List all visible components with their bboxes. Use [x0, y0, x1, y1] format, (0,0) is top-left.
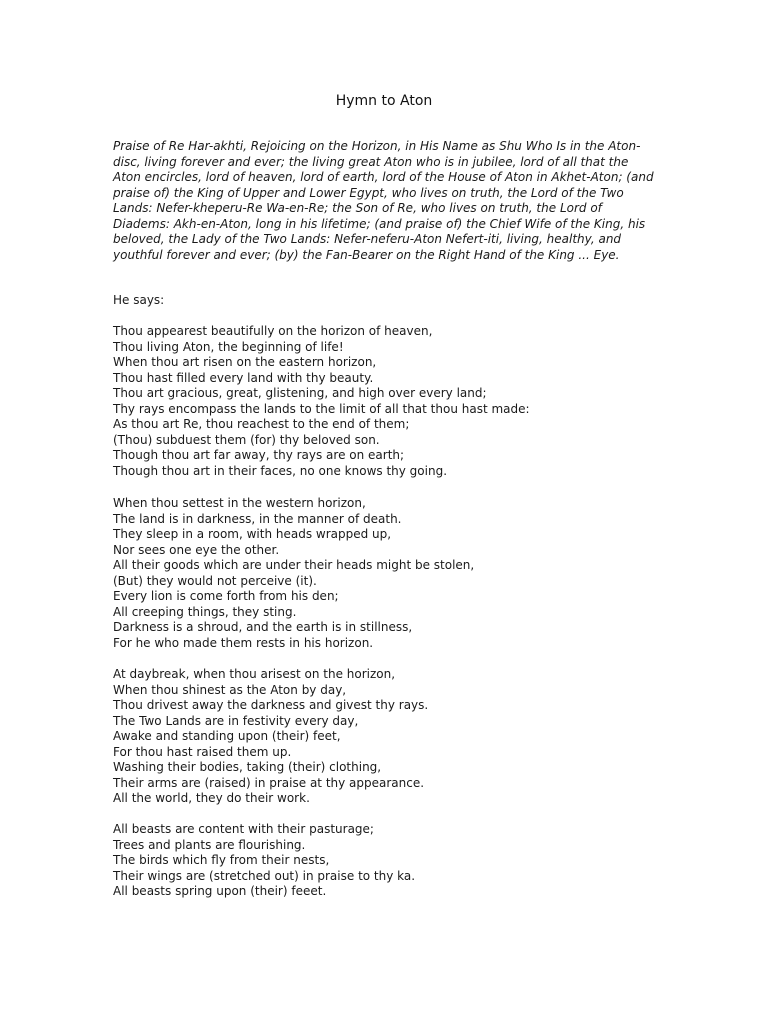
stanza-4 — [113, 822, 673, 900]
verse-line: Thou hast filled every land with thy beauty. — [113, 370, 374, 385]
stanza-1 — [113, 324, 673, 479]
verse-line: The birds which fly from their nests, — [113, 853, 330, 867]
verse-line: The land is in darkness, in the manner of death. — [113, 511, 402, 526]
stanza-3 — [113, 667, 673, 807]
verse-line: Thou living Aton, the beginning of life! — [113, 339, 344, 354]
verse-line: Trees and plants are flourishing. — [113, 837, 306, 852]
verse-line: All the world, they do their work. — [113, 791, 310, 805]
verse-line: Awake and standing upon (their) feet, — [113, 729, 341, 743]
verse-line: Their wings are (stretched out) in praise to thy ka. — [113, 868, 416, 883]
verse-line: (Thou) subduest them (for) thy beloved son. — [113, 432, 380, 447]
verse-line: Darkness is a shroud, and the earth is in stillness, — [113, 620, 413, 634]
verse-line: Thou drivest away the darkness and givest thy rays. — [113, 698, 429, 712]
verse-line: Nor sees one eye the other. — [113, 542, 280, 557]
verse-line: All their goods which are under their heads might be stolen, — [113, 558, 475, 572]
document-title: Hymn to Aton — [335, 93, 433, 109]
verse-line: When thou shinest as the Aton by day, — [113, 682, 347, 697]
verse-line: All beasts are content with their pasturage; — [113, 822, 374, 836]
verse-line: All beasts spring upon (their) feeet. — [113, 884, 327, 898]
stanza-2 — [113, 496, 673, 651]
verse-line: Washing their bodies, taking (their) clothing, — [113, 760, 382, 774]
verse-line: When thou settest in the western horizon, — [113, 496, 366, 510]
verse-line: They sleep in a room, with heads wrapped up, — [113, 527, 392, 541]
verse-line: As thou art Re, thou reachest to the end of them; — [113, 417, 410, 431]
verse-line: Every lion is come forth from his den; — [113, 589, 339, 603]
he-says-line: He says: — [113, 293, 165, 307]
verse-line: For thou hast raised them up. — [113, 744, 292, 759]
verse-line: At daybreak, when thou arisest on the horizon, — [113, 667, 396, 681]
verse-line: For he who made them rests in his horizon. — [113, 635, 374, 650]
verse-line: The Two Lands are in festivity every day, — [113, 713, 359, 728]
verse-line: Thou appearest beautifully on the horizon of heaven, — [113, 324, 433, 338]
verse-line: All creeping things, they sting. — [113, 604, 297, 619]
intro-paragraph: Praise of Re Har-akhti, Rejoicing on the Horizon, in His Name as Shu Who Is in the Aton-disc, living forever and ever; the living great Aton who is in jubilee, lord of all that the Aton encircles, lord of heaven, lord of earth, lord of the House of Aton in Akhet-Aton; (and praise of) the King of Upper and Lower Egypt, who lives on truth, the Lord of the Two Lands: Nefer-kheperu-Re Wa-en-Re; the Son of Re, who lives on truth, the Lord of Diadems: Akh-en-Aton, long in his lifetime; (and praise of) the Chief Wife of the King, his beloved, the Lady of the Two Lands: Nefer-neferu-Aton Nefert-iti, living, healthy, and youthful forever and ever; (by) the Fan-Bearer on the Right Hand of the King ... Eye. — [113, 139, 654, 262]
verse-line: (But) they would not perceive (it). — [113, 573, 317, 588]
verse-line: Thou art gracious, great, glistening, and high over every land; — [113, 386, 487, 400]
verse-line: Their arms are (raised) in praise at thy appearance. — [113, 775, 425, 790]
verse-line: Though thou art in their faces, no one knows thy going. — [113, 463, 448, 478]
verse-line: Thy rays encompass the lands to the limit of all that thou hast made: — [113, 401, 530, 416]
verse-line: Though thou art far away, thy rays are on earth; — [113, 448, 405, 462]
verse-line: When thou art risen on the eastern horizon, — [113, 355, 377, 369]
